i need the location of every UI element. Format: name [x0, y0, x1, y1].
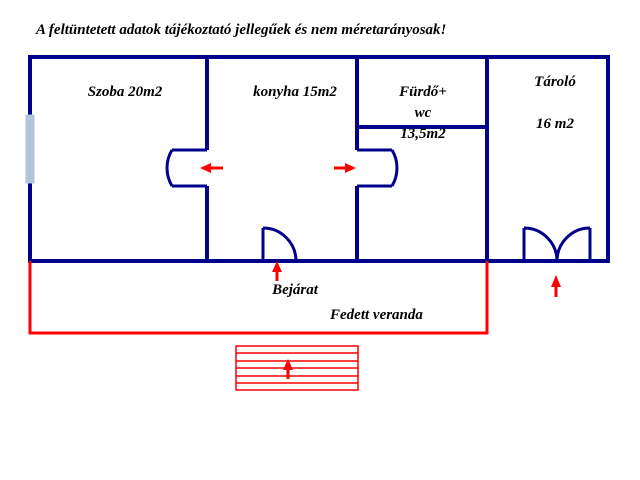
room-label-tarolo	[490, 72, 620, 135]
window-icon	[26, 115, 34, 183]
disclaimer-note: A feltüntetett adatok tájékoztató jellegűek és nem méretarányosak!	[36, 22, 447, 38]
annotation-bejarat: Bejárat	[272, 282, 318, 298]
room-label-furdo	[368, 82, 478, 145]
room-label-furdo-line2: wc	[414, 105, 432, 121]
room-label-tarolo-line2: 16 m2	[536, 116, 574, 132]
room-label-szoba: Szoba 20m2	[87, 84, 163, 100]
room-label-furdo-line3: 13,5m2	[400, 126, 446, 142]
stairs-icon	[236, 346, 358, 390]
room-label-furdo-line1: Fürdő+	[399, 84, 447, 100]
room-label-konyha: konyha 15m2	[253, 84, 337, 100]
room-label-tarolo-line1: Tároló	[534, 74, 576, 90]
annotation-veranda: Fedett veranda	[330, 307, 423, 323]
